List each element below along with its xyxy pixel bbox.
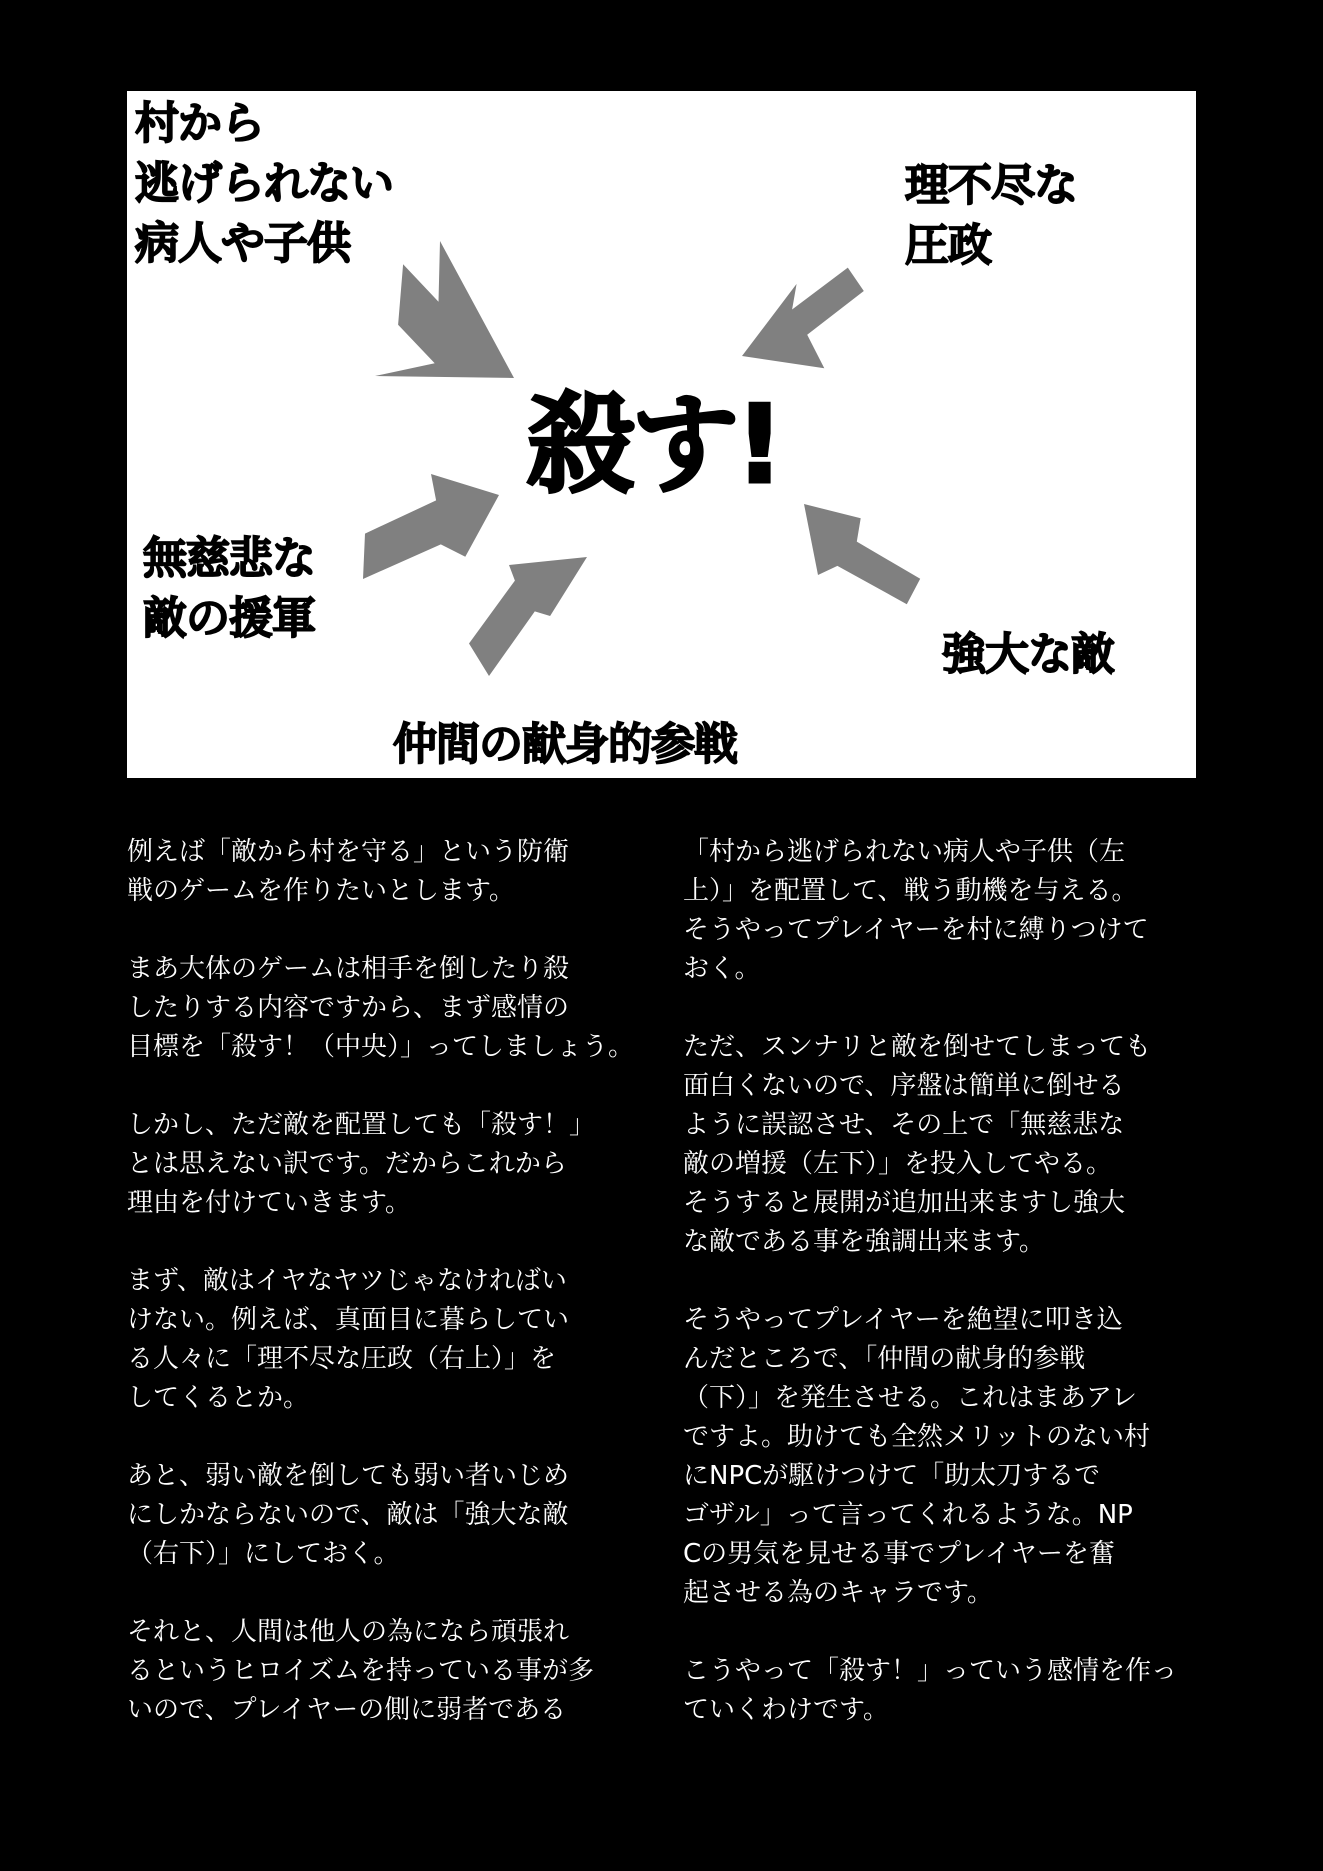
- paragraph: 「村から逃げられない病人や子供（左 上）」を配置して、戦う動機を与える。 そうやってプレイヤーを村に縛りつけて おく。: [683, 837, 1149, 984]
- label-top-left: 村から 逃げられない 病人や子供: [135, 98, 393, 269]
- arrow-bottom-left: [363, 474, 499, 579]
- arrow-bottom-right: [804, 504, 920, 604]
- article-right-column: [683, 833, 1198, 1769]
- arrow-bottom: [469, 557, 587, 676]
- paragraph: 例えば「敵から村を守る」という防衛 戦のゲームを作りたいとします。: [127, 837, 570, 906]
- label-bottom-left: 無慈悲な 敵の援軍: [143, 533, 315, 644]
- paragraph: あと、弱い敵を倒しても弱い者いじめ にしかならないので、敵は「強大な敵 （右下）」にしておく。: [127, 1461, 570, 1569]
- label-top-right: 理不尽な 圧政: [905, 160, 1077, 271]
- label-bottom-right: 強大な敵: [942, 629, 1114, 680]
- label-bottom: 仲間の献身的参戦: [393, 719, 737, 770]
- article-left-column: [127, 833, 642, 1769]
- paragraph: そうやってプレイヤーを絶望に叩き込 んだところで、「仲間の献身的参戦 （下）」を発生させる。これはまあアレ ですよ。助けても全然メリットのない村 にNPCが駆けつけて「助太刀するで ゴザル」って言ってくれるような。NP Cの男気を見せる事でプレイヤーを奮 起させる為のキャラです。: [683, 1305, 1150, 1608]
- paragraph: ただ、スンナリと敵を倒せてしまっても 面白くないので、序盤は簡単に倒せる ように誤認させ、その上で「無慈悲な 敵の増援（左下）」を投入してやる。 そうすると展開が追加出来ますし強大 な敵である事を強調出来ます。: [683, 1032, 1152, 1257]
- paragraph: まず、敵はイヤなヤツじゃなければい けない。例えば、真面目に暮らしてい る人々に「理不尽な圧政（右上）」を してくるとか。: [127, 1266, 570, 1413]
- diagram-panel: [127, 91, 1196, 778]
- paragraph: こうやって「殺す！」っていう感情を作っ ていくわけです。: [683, 1656, 1178, 1725]
- center-label: 殺す!: [527, 383, 781, 508]
- paragraph: しかし、ただ敵を配置しても「殺す！」 とは思えない訳です。だからこれから 理由を付けていきます。: [127, 1110, 596, 1218]
- arrow-top-right: [742, 268, 864, 369]
- paragraph: それと、人間は他人の為になら頑張れ るというヒロイズムを持っている事が多 いので、プレイヤーの側に弱者である: [127, 1617, 594, 1725]
- paragraph: まあ大体のゲームは相手を倒したり殺 したりする内容ですから、まず感情の 目標を「殺す！（中央）」ってしましょう。: [127, 954, 635, 1062]
- arrow-top-left: [375, 241, 514, 378]
